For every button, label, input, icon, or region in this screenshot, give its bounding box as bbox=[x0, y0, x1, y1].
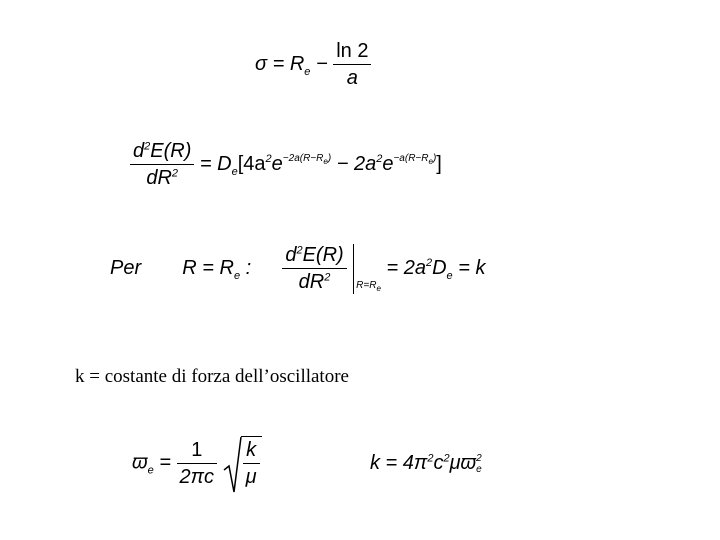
eq3-cond-sub: e bbox=[233, 269, 241, 282]
eq3-denominator bbox=[282, 268, 346, 295]
eq3-rhs-sub: e bbox=[446, 269, 453, 282]
eq2-num-rest: E(R) bbox=[150, 140, 192, 162]
eq5-sup1: 2 bbox=[427, 452, 434, 465]
eq3-per: Per bbox=[110, 256, 142, 279]
eq2-sup-a1: 2 bbox=[265, 153, 272, 166]
eq3-numerator bbox=[282, 242, 346, 268]
equation-condition bbox=[110, 242, 485, 295]
eq3-colon: : bbox=[240, 256, 252, 279]
eq5-sub3: e bbox=[476, 463, 482, 475]
eq2-num-d: d bbox=[133, 140, 145, 162]
eq4-fraction bbox=[177, 437, 218, 490]
equation-omega bbox=[132, 436, 262, 490]
eq3-eval-text: R=R bbox=[356, 279, 377, 291]
eq4-denominator: 2πc bbox=[177, 463, 218, 490]
eq2-e2: e bbox=[382, 152, 394, 175]
eq4-lhs: ϖ bbox=[132, 451, 148, 474]
eq4-numerator: 1 bbox=[191, 438, 203, 461]
eq2-exp2-end: ) bbox=[432, 152, 437, 164]
eq5-lhs: k = 4π bbox=[370, 452, 428, 474]
eq2-rhs-start: = D bbox=[199, 152, 232, 175]
eq2-exp1-sub: e bbox=[323, 156, 328, 166]
eq1-lhs: σ = R bbox=[255, 52, 305, 75]
eq3-num-d: d bbox=[285, 244, 297, 266]
eq2-exp1 bbox=[283, 153, 331, 164]
eq3-eval-bar bbox=[353, 244, 355, 294]
eq5-supsub bbox=[476, 453, 482, 475]
eq5-c: c bbox=[433, 452, 444, 474]
eq2-rhs-sub: e bbox=[231, 165, 238, 178]
eq5-mu: μϖ bbox=[449, 452, 477, 474]
sqrt-sign-icon bbox=[223, 436, 243, 494]
eq1-lhs-sub: e bbox=[304, 65, 311, 78]
eq3-eval-sub: e bbox=[376, 283, 381, 293]
eq2-minus2: − 2a bbox=[331, 152, 377, 175]
eq2-num-sup: 2 bbox=[144, 140, 151, 153]
eq3-den-sup: 2 bbox=[324, 271, 331, 284]
eq2-e1: e bbox=[271, 152, 283, 175]
eq2-denominator bbox=[130, 164, 194, 191]
eq2-exp1-text: −2a(R−R bbox=[282, 152, 324, 164]
eq3-cond: R = R bbox=[182, 256, 234, 279]
caption-text: k = costante di forza dell’oscillatore bbox=[75, 366, 349, 387]
equation-k bbox=[370, 452, 482, 475]
eq4-eq: = bbox=[153, 451, 171, 474]
eq5-sup2: 2 bbox=[443, 452, 450, 465]
eq4-sqrt-num: k bbox=[246, 439, 257, 461]
eq3-den-d: dR bbox=[298, 271, 325, 293]
eq3-rhs: = 2a bbox=[386, 256, 426, 279]
eq2-exp1-end: ) bbox=[327, 152, 332, 164]
eq4-lhs-sub: e bbox=[147, 464, 154, 477]
eq1-fraction bbox=[333, 38, 371, 91]
eq2-numerator bbox=[130, 138, 194, 164]
eq4-sqrt-fraction bbox=[243, 437, 260, 490]
eq2-den-sup: 2 bbox=[171, 167, 179, 180]
equation-sigma bbox=[255, 38, 371, 91]
eq3-rhs-d: D bbox=[432, 256, 447, 279]
equation-second-derivative bbox=[130, 138, 442, 191]
eq5-sup3: 2 bbox=[476, 452, 482, 464]
eq3-rhs-end: = k bbox=[452, 256, 486, 279]
eq3-num-rest: E(R) bbox=[302, 244, 344, 266]
eq2-sup-a2: 2 bbox=[376, 153, 383, 166]
eq2-exp2-text: −a(R−R bbox=[393, 152, 429, 164]
eq4-sqrt-content bbox=[241, 436, 262, 490]
eq1-minus: − bbox=[310, 52, 328, 75]
eq2-den-d: dR bbox=[146, 167, 172, 189]
eq4-sqrt-den: μ bbox=[243, 463, 260, 490]
eq2-bracket-close: ] bbox=[436, 152, 442, 175]
eq1-denominator: a bbox=[333, 64, 371, 91]
eq3-fraction bbox=[282, 242, 346, 295]
eq2-fraction bbox=[130, 138, 194, 191]
eq3-rhs-sup: 2 bbox=[425, 257, 433, 270]
eq3-eval-label bbox=[356, 280, 381, 291]
eq2-exp2 bbox=[393, 153, 436, 164]
eq1-numerator: ln 2 bbox=[336, 40, 369, 62]
eq3-num-sup: 2 bbox=[296, 244, 303, 257]
eq2-exp2-sub: e bbox=[428, 156, 433, 166]
eq2-bracket-open: [4a bbox=[237, 152, 266, 175]
eq4-sqrt bbox=[223, 436, 262, 490]
